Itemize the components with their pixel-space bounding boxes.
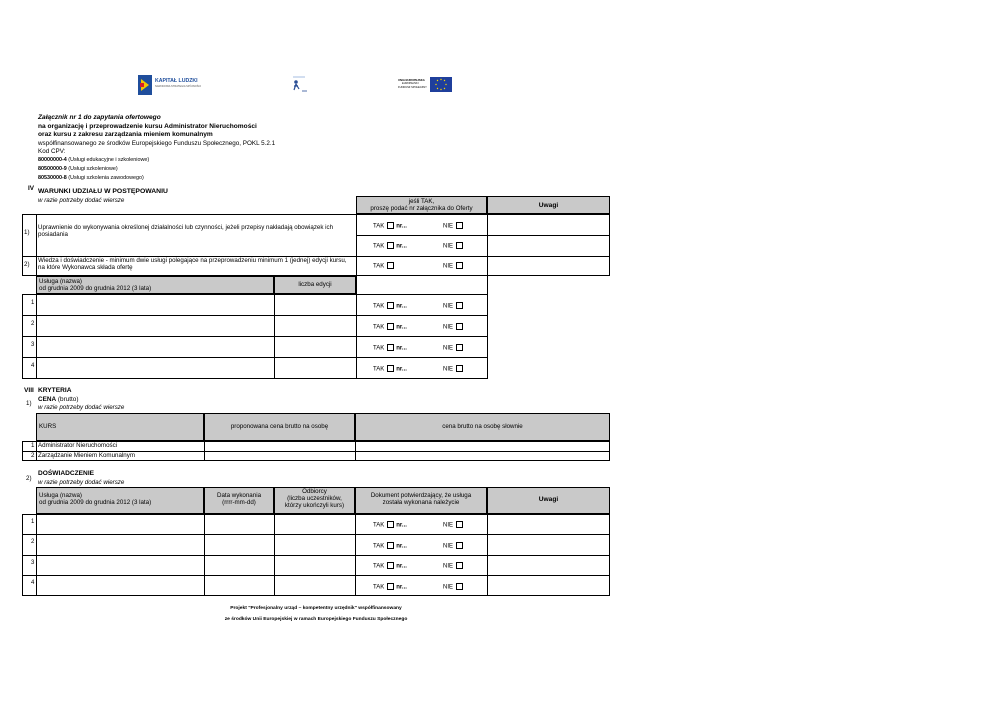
editions-column-header: liczba edycji bbox=[274, 276, 356, 294]
exp-service-column-header: Usługa (nazwa) od grudnia 2009 do grudnia 2012 (3 lata) bbox=[36, 487, 204, 514]
tak-checkbox[interactable] bbox=[387, 262, 394, 269]
tak-checkbox[interactable] bbox=[387, 323, 394, 330]
choice-row2-nie: NIE bbox=[443, 262, 465, 270]
service-column-header: Usługa (nazwa) od grudnia 2009 do grudnia 2012 (3 lata) bbox=[36, 276, 274, 294]
kapital-ludzki-subtext: NARODOWA STRATEGIA SPÓJNOŚCI bbox=[155, 85, 202, 88]
exp-row-4-nie: NIE bbox=[443, 583, 465, 591]
exp-document-column-header: Dokument potwierdzający, że usługa została wykonana należycie bbox=[355, 487, 487, 514]
service-row-3-num: 3 bbox=[31, 342, 35, 348]
service-row-4-num: 4 bbox=[31, 363, 35, 369]
choice-row1a-nie: NIE bbox=[443, 222, 465, 230]
service-row-3-tak: TAK nr... bbox=[373, 345, 407, 352]
section-4-title: WARUNKI UDZIAŁU W POSTĘPOWANIU bbox=[38, 188, 168, 195]
nie-checkbox[interactable] bbox=[456, 344, 463, 351]
section-8-title: KRYTERIA bbox=[38, 387, 72, 394]
section-4-number: IV bbox=[28, 185, 35, 192]
service-row-4-tak: TAK nr... bbox=[373, 366, 407, 373]
tak-checkbox[interactable] bbox=[387, 302, 394, 309]
tak-checkbox[interactable] bbox=[387, 222, 394, 229]
tak-checkbox[interactable] bbox=[387, 562, 394, 569]
row2-text: Wiedza i doświadczenie - minimum dwie usługi polegające na przeprowadzeniu minimum 1 (jednej) edycji kursu, na które Wykonawca składa ofertę bbox=[38, 257, 347, 272]
tak-checkbox[interactable] bbox=[387, 583, 394, 590]
header-line-3: oraz kursu z zakresu zarządzania mieniem komunalnym bbox=[38, 131, 213, 138]
service-row-1-nie: NIE bbox=[443, 302, 465, 310]
exp-row-2-nie: NIE bbox=[443, 542, 465, 550]
nie-checkbox[interactable] bbox=[456, 242, 463, 249]
municipal-logo bbox=[288, 76, 310, 94]
cpv-label: Kod CPV: bbox=[38, 148, 66, 155]
nie-checkbox[interactable] bbox=[456, 521, 463, 528]
eu-flag-icon bbox=[430, 77, 452, 92]
eu-logo bbox=[398, 77, 454, 95]
eu-text-3: FUNDUSZ SPOŁECZNY bbox=[398, 86, 427, 89]
exp-row-2-tak: TAK nr... bbox=[373, 543, 407, 550]
nie-checkbox[interactable] bbox=[456, 562, 463, 569]
nie-checkbox[interactable] bbox=[456, 542, 463, 549]
price-row-2-num: 2 bbox=[31, 452, 35, 459]
municipal-emblem-icon bbox=[288, 76, 310, 94]
exp-date-column-header: Data wykonania (rrrr-mm-dd) bbox=[204, 487, 274, 514]
footer-line-2: ze środków Unii Europejskiej w ramach Europejskiego Funduszu Społecznego bbox=[224, 617, 408, 622]
attachment-title: Załącznik nr 1 do zapytania ofertowego bbox=[38, 114, 161, 121]
cpv-item-1: 80000000-4 (Usługi edukacyjne i szkoleniowe) bbox=[38, 157, 150, 163]
nie-checkbox[interactable] bbox=[456, 262, 463, 269]
nie-checkbox[interactable] bbox=[456, 222, 463, 229]
exp-row-1-tak: TAK nr... bbox=[373, 522, 407, 529]
tak-column-header: jeśli TAK, proszę podać nr załącznika do Oferty bbox=[356, 196, 487, 214]
kapital-ludzki-emblem-icon bbox=[138, 75, 152, 95]
nie-checkbox[interactable] bbox=[456, 302, 463, 309]
price-row-1-num: 1 bbox=[31, 442, 35, 449]
exp-row-1-num: 1 bbox=[31, 519, 35, 525]
row1-number: 1) bbox=[24, 229, 30, 236]
tak-checkbox[interactable] bbox=[387, 242, 394, 249]
exp-row-1-nie: NIE bbox=[443, 521, 465, 529]
service-row-1-tak: TAK nr... bbox=[373, 303, 407, 310]
choice-row1a: TAK nr... bbox=[373, 223, 407, 230]
row1-text: Uprawnienie do wykonywania określonej działalności lub czynności, jeżeli przepisy nakładają obowiązek ich posiadania bbox=[38, 224, 334, 239]
service-row-4-nie: NIE bbox=[443, 365, 465, 373]
cpv-item-3: 80530000-8 (Usługi szkolenia zawodowego) bbox=[38, 175, 144, 181]
exp-row-4-num: 4 bbox=[31, 580, 35, 586]
exp-row-2-num: 2 bbox=[31, 539, 35, 545]
price-words-column-header: cena brutto na osobę słownie bbox=[355, 413, 610, 441]
section-4-note: w razie potrzeby dodać wiersze bbox=[38, 197, 125, 204]
service-row-2-num: 2 bbox=[31, 321, 35, 327]
eu-text-2: EUROPEJSKI bbox=[402, 82, 419, 85]
nie-checkbox[interactable] bbox=[456, 323, 463, 330]
nie-checkbox[interactable] bbox=[456, 583, 463, 590]
price-column-header: proponowana cena brutto na osobę bbox=[204, 413, 355, 441]
criterion-2-note: w razie potrzeby dodać wiersze bbox=[38, 479, 125, 486]
kapital-ludzki-logo bbox=[138, 74, 200, 96]
kurs-column-header: KURS bbox=[36, 413, 204, 441]
service-row-2-tak: TAK nr... bbox=[373, 324, 407, 331]
row2-number: 2) bbox=[24, 261, 30, 268]
tak-checkbox[interactable] bbox=[387, 365, 394, 372]
section-8-number: VIII bbox=[24, 387, 34, 394]
header-line-4: współfinansowanego ze środków Europejskiego Funduszu Społecznego, POKL 5.2.1 bbox=[38, 140, 276, 147]
exp-row-3-num: 3 bbox=[31, 560, 35, 566]
criterion-1-title: CENA (brutto) bbox=[38, 396, 79, 403]
choice-row2: TAK bbox=[373, 262, 396, 270]
uwagi-column-header: Uwagi bbox=[487, 196, 610, 214]
price-row-2-name: Zarządzanie Mieniem Komunalnym bbox=[38, 452, 135, 459]
header-line-2: na organizację i przeprowadzenie kursu Administrator Nieruchomości bbox=[38, 123, 257, 130]
choice-row1b-nie: NIE bbox=[443, 242, 465, 250]
choice-row1b: TAK nr... bbox=[373, 243, 407, 250]
criterion-1-number: 1) bbox=[26, 400, 32, 407]
criterion-2-number: 2) bbox=[26, 475, 32, 482]
exp-uwagi-column-header: Uwagi bbox=[487, 487, 610, 514]
eu-text-1: UNIA EUROPEJSKA bbox=[398, 78, 425, 82]
tak-checkbox[interactable] bbox=[387, 344, 394, 351]
exp-row-3-nie: NIE bbox=[443, 562, 465, 570]
service-row-2-nie: NIE bbox=[443, 323, 465, 331]
criterion-2-title: DOŚWIADCZENIE bbox=[38, 470, 95, 477]
tak-checkbox[interactable] bbox=[387, 521, 394, 528]
footer-line-1: Projekt "Profesjonalny urząd – kompetentny urzędnik" współfinansowany bbox=[230, 606, 402, 611]
service-row-3-nie: NIE bbox=[443, 344, 465, 352]
exp-row-3-tak: TAK nr... bbox=[373, 563, 407, 570]
kapital-ludzki-text: KAPITAŁ LUDZKI bbox=[155, 78, 198, 84]
row2-frame bbox=[22, 256, 610, 276]
tak-checkbox[interactable] bbox=[387, 542, 394, 549]
exp-row-4-tak: TAK nr... bbox=[373, 584, 407, 591]
nie-checkbox[interactable] bbox=[456, 365, 463, 372]
service-row-1-num: 1 bbox=[31, 300, 35, 306]
criterion-1-note: w razie potrzeby dodać wiersze bbox=[38, 404, 125, 411]
price-row-1-name: Administrator Nieruchomości bbox=[38, 442, 118, 449]
cpv-item-2: 80500000-9 (Usługi szkoleniowe) bbox=[38, 166, 118, 172]
exp-recipients-column-header: Odbiorcy (liczba uczestników, którzy ukończyli kurs) bbox=[274, 487, 355, 514]
